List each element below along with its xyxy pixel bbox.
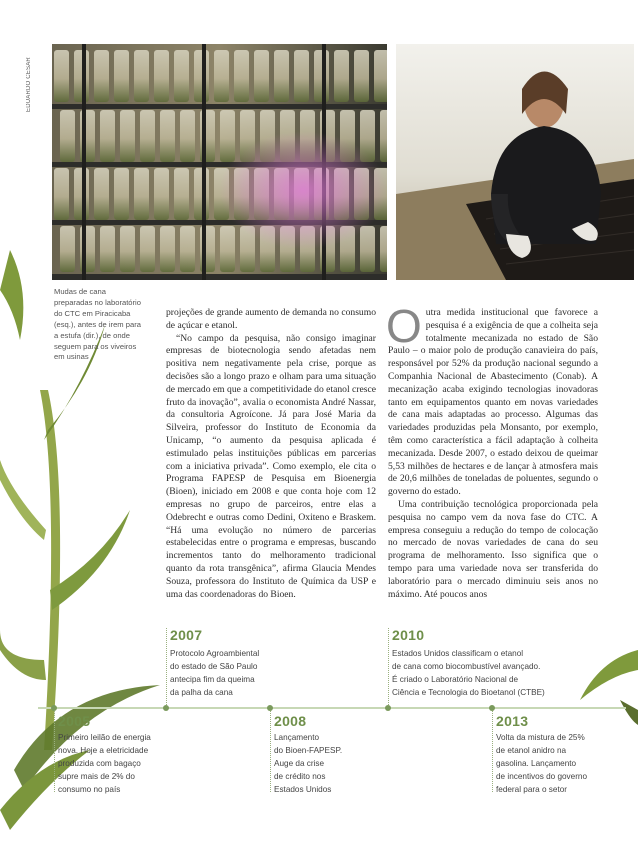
greenhouse-illustration [396, 44, 634, 280]
timeline-dot-2007 [163, 705, 169, 711]
timeline-dot-2013 [489, 705, 495, 711]
timeline-dot-2005 [51, 705, 57, 711]
timeline-line: federal para o setor [496, 785, 568, 795]
timeline-connector-2005 [54, 707, 55, 792]
timeline-text-2007 [170, 647, 330, 699]
timeline-line: Estados Unidos classificam o etanol [392, 649, 524, 658]
timeline-line: supre mais de 2% do [58, 772, 135, 782]
timeline-line: da palha da cana [170, 688, 233, 698]
timeline-connector-2007 [166, 628, 167, 707]
timeline-line: de crédito nos [274, 772, 326, 782]
timeline-line: do estado de São Paulo [170, 662, 258, 672]
timeline-line: Volta da mistura de 25% [496, 733, 585, 742]
timeline-text-2005 [58, 731, 168, 796]
timeline-line: É criado o Laboratório Nacional de [392, 675, 519, 685]
timeline-line: antecipa fim da queima [170, 675, 255, 685]
timeline-line: Auge da crise [274, 759, 325, 769]
timeline-line: Lançamento [274, 733, 320, 742]
timeline-dot-2008 [267, 705, 273, 711]
timeline-line: consumo no país [58, 785, 121, 795]
timeline-bar [38, 707, 626, 709]
timeline-line: Protocolo Agroambiental [170, 649, 260, 658]
timeline-year-2010: 2010 [392, 627, 425, 643]
timeline-connector-2013 [492, 707, 493, 792]
timeline-year-2008: 2008 [274, 713, 307, 729]
timeline-line: de etanol anidro na [496, 746, 567, 756]
timeline-line: de cana como biocombustível avançado. [392, 662, 541, 672]
timeline-dot-2010 [385, 705, 391, 711]
timeline-line: gasolina. Lançamento [496, 759, 577, 769]
timeline-year-2013: 2013 [496, 713, 529, 729]
timeline-line: nova. Hoje a eletricidade [58, 746, 149, 756]
timeline-text-2010 [392, 647, 607, 699]
drop-cap: O [386, 300, 422, 352]
timeline-line: de incentivos do governo [496, 772, 588, 782]
photo-credit: EDUARDO CESAR [26, 57, 32, 112]
timeline-connector-2008 [270, 707, 271, 792]
timeline-line: Estados Unidos [274, 785, 332, 795]
timeline-line: Primeiro leilão de energia [58, 733, 151, 742]
column2-paragraph-1: utra medida institucional que favorece a pesquisa é a exigência de que a colheita seja totalmente mecanizada no estado de São Paulo – o maior polo de produção canavieira do país, responsável por 52% da produção nacional segundo a Companhia Nacional de Abastecimento (Conab). A mecanização acaba exigindo tecnologias inovadoras tanto em equipamentos quanto em novas variedades de cana mais adaptadas ao processo. Algumas das variedades produzidas pela Monsanto, por exemplo, têm como característica a fácil adaptação à colheita mecanizada. Desde 2007, o estado deixou de queimar 5,53 milhões de hectares e de lançar à atmosfera mais de 20,6 milhões de toneladas de poluentes, segundo o governo do estado. [388, 307, 598, 498]
timeline-year-2005: 2005 [58, 713, 91, 729]
column1-paragraph-1: projeções de grande aumento de demanda no consumo de açúcar e etanol. [166, 307, 376, 331]
greenhouse-photo [396, 44, 634, 280]
column1-paragraph-2: “No campo da pesquisa, não consigo imaginar empresas de biotecnologia sendo afetadas nem positiva nem negativamente pela crise, porque as decisões são a longo prazo e olham para uma situação de mercado em que a competitividade do etanol cresce fruto da inovação”, avalia o economista André Nassar, da consultoria Agroícone. Já para José Maria da Silveira, professor do Instituto de Economia da Unicamp, “o aumento da pesquisa aplicada é estimulado pelas instituições públicas em parcerias com a iniciativa privada”. Como exemplo, ele cita o Programa FAPESP de Pesquisa em Bioenergia (Bioen), iniciado em 2008 e que conta hoje com 12 empresas no grupo de parceiros, entre elas a Odebrecht e outras como Dedini, Oxiteno e Braskem. “Há uma evolução no número de parcerias estabelecidas entre o programa e empresas, buscando incrementos tanto do melhoramento tradicional quanto da rota transgênica”, afirma Glaucia Mendes Souza, professora do Instituto de Química da USP e uma das coordenadoras do Bioen. [166, 332, 376, 600]
timeline-year-2007: 2007 [170, 627, 203, 643]
photo-caption: Mudas de cana preparadas no laboratório do CTC em Piracicaba (esq.), antes de irem para a estufa (dir.), de onde seguem para os viveiros em usinas [54, 287, 141, 362]
timeline-text-2013 [496, 731, 616, 796]
timeline-line: do Bioen-FAPESP. [274, 746, 343, 756]
article-column-1 [166, 307, 376, 601]
timeline-text-2008 [274, 731, 374, 796]
timeline-connector-2010 [388, 628, 389, 707]
timeline-line: Ciência e Tecnologia do Bioetanol (CTBE) [392, 688, 545, 698]
column2-paragraph-2: Uma contribuição tecnológica proporcionada pela pesquisa no campo vem da nova fase do CTC. A empresa conseguiu a redução do tempo de colocação no mercado de novas variedades de cana do seu programa de melhoramento. Isso significa que o tempo para uma variedade nova ser transferida do laboratório para o mercado diminuiu seis anos no máximo. Até poucos anos [388, 498, 598, 600]
article-column-2 [386, 300, 598, 601]
timeline-line: produzida com bagaço [58, 759, 141, 769]
